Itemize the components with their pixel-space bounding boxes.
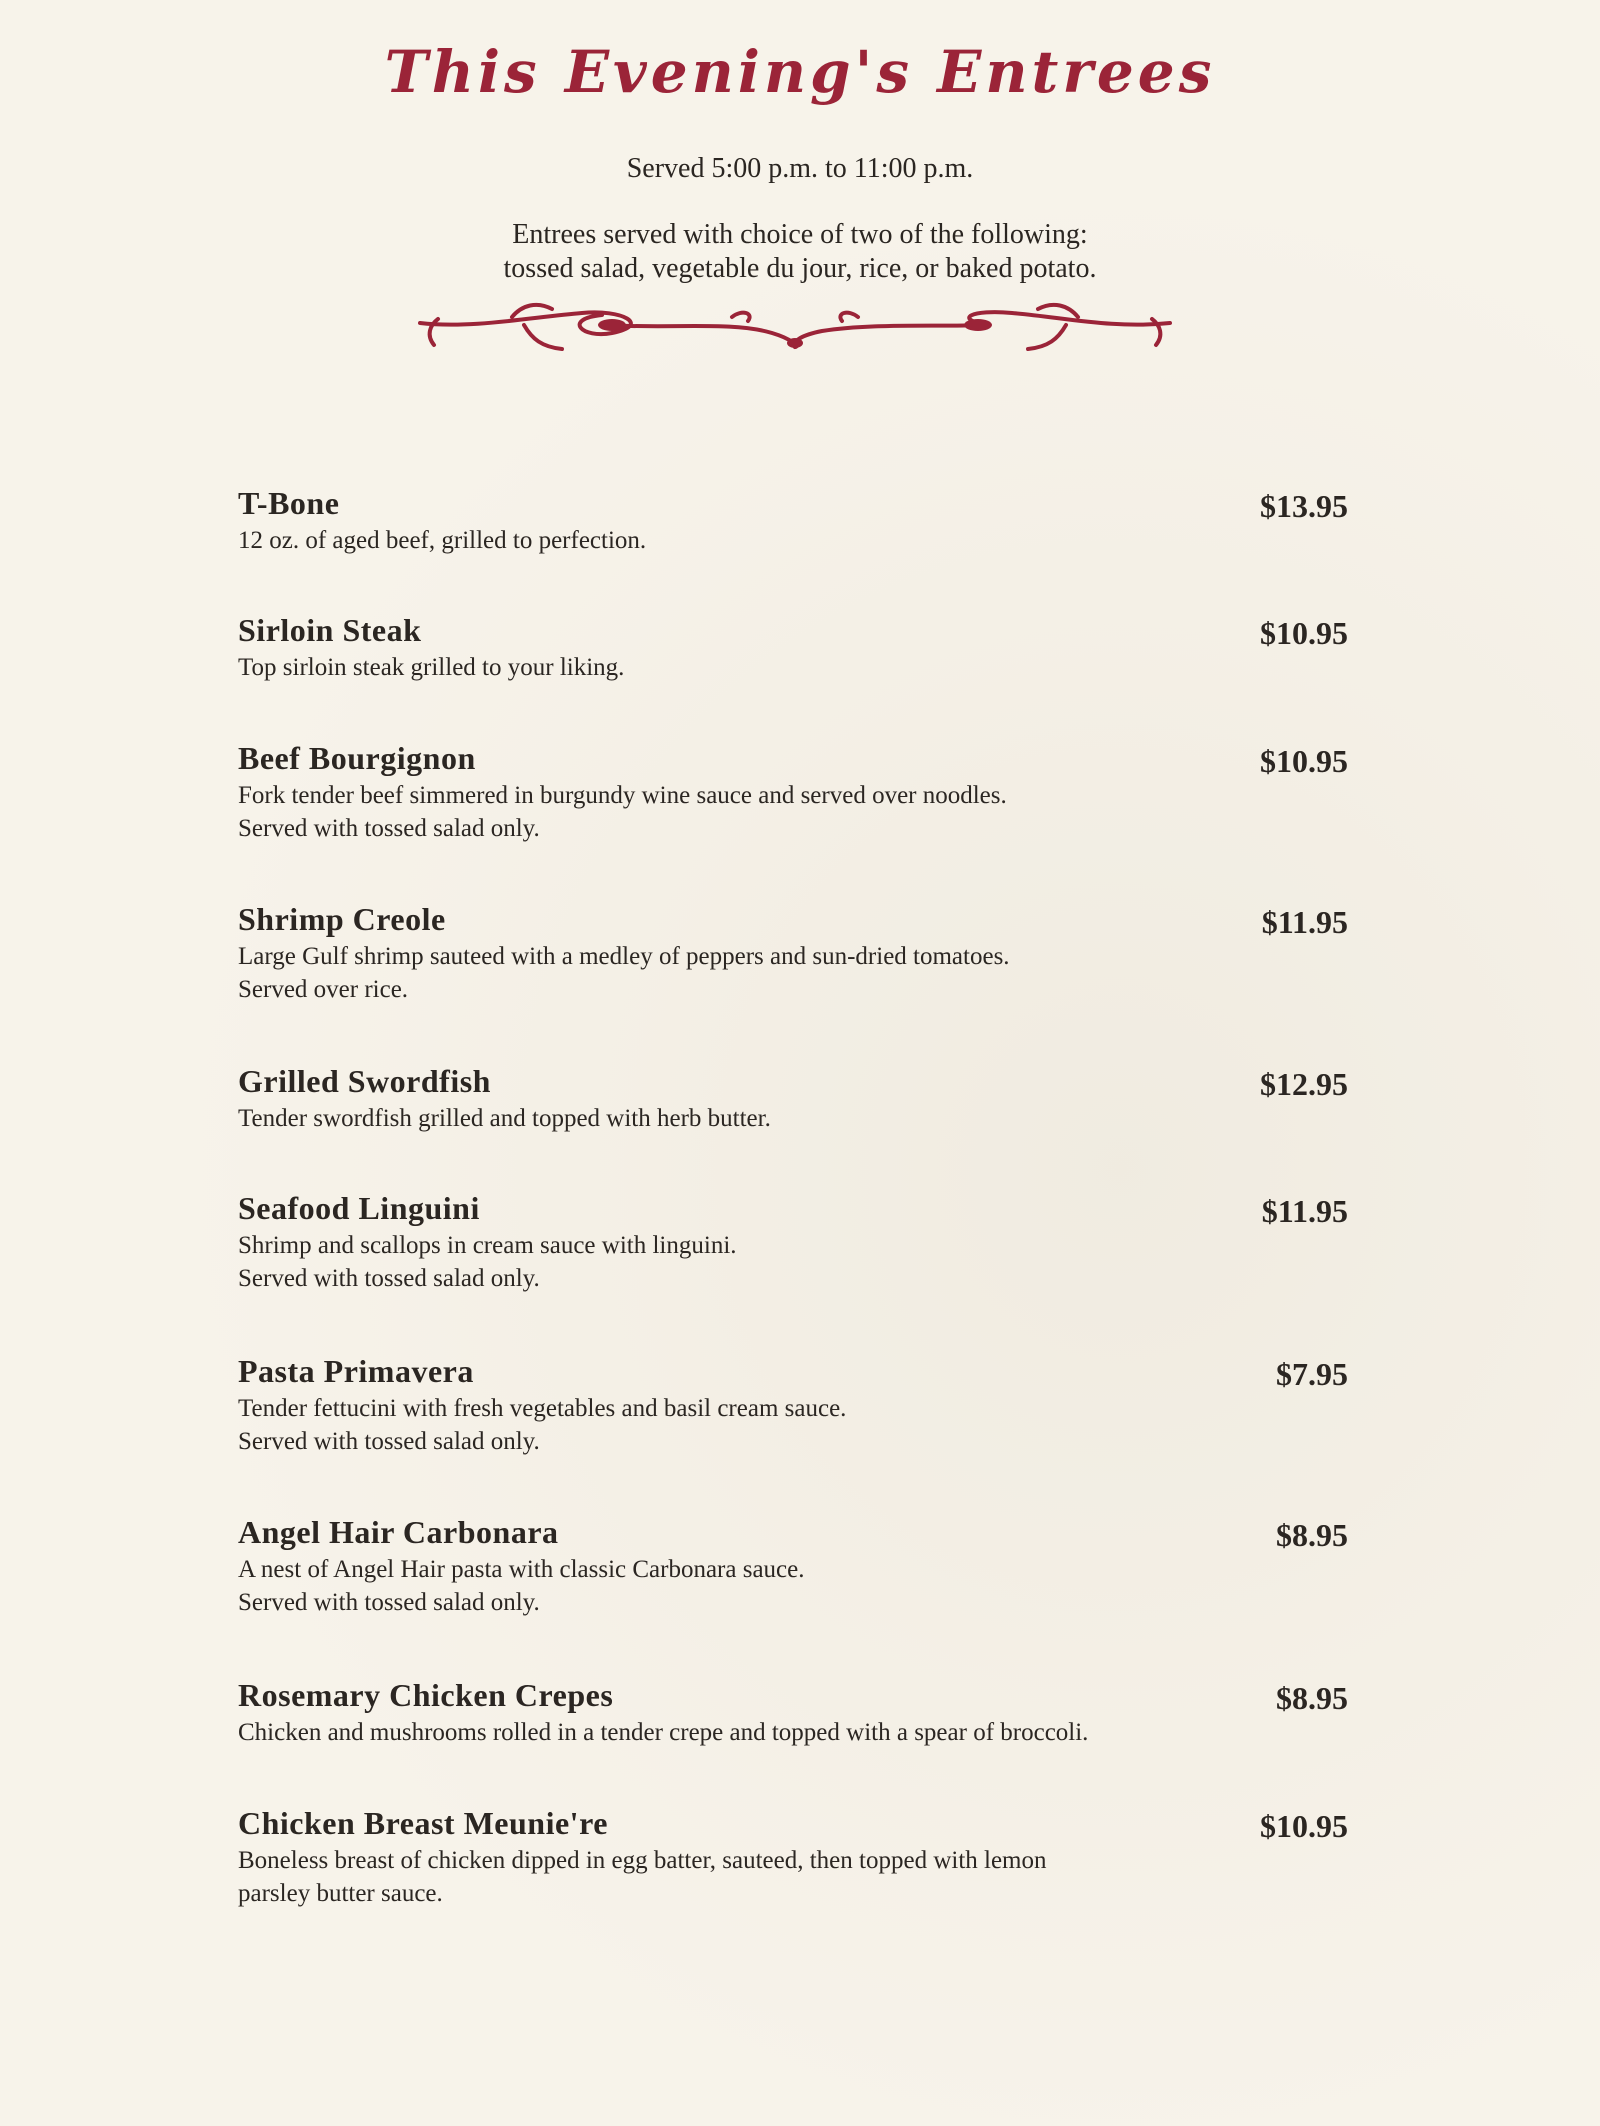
item-description-note: Served with tossed salad only. (238, 1265, 540, 1292)
page-title: This Evening's Entrees (384, 38, 1216, 106)
item-price: $10.95 (1260, 1808, 1348, 1844)
list-item (238, 484, 1348, 557)
list-item (238, 1189, 1348, 1295)
decorative-flourish (412, 295, 1178, 367)
item-description: Large Gulf shrimp sauteed with a medley of peppers and sun-dried tomatoes. (238, 943, 1010, 970)
sides-note-line-2: tossed salad, vegetable du jour, rice, or baked potato. (503, 253, 1097, 284)
item-name: Sirloin Steak (238, 612, 422, 648)
list-item (238, 900, 1348, 1006)
list-item (238, 1513, 1348, 1619)
list-item (238, 1062, 1348, 1135)
item-price: $10.95 (1260, 615, 1348, 651)
item-description: Boneless breast of chicken dipped in egg batter, sauteed, then topped with lemon (238, 1847, 1047, 1874)
item-price: $11.95 (1261, 904, 1348, 940)
item-name: Seafood Linguini (238, 1190, 480, 1226)
sides-note (0, 218, 1600, 286)
item-price: $8.95 (1276, 1517, 1348, 1553)
item-price: $8.95 (1276, 1680, 1348, 1716)
list-item (238, 1352, 1348, 1458)
item-name: Angel Hair Carbonara (238, 1514, 559, 1550)
sides-note-line-1: Entrees served with choice of two of the following: (512, 219, 1088, 250)
item-price: $7.95 (1276, 1356, 1348, 1392)
item-name: Pasta Primavera (238, 1353, 474, 1389)
item-name: Beef Bourgignon (238, 740, 476, 776)
list-item (238, 611, 1348, 684)
item-price: $12.95 (1260, 1066, 1348, 1102)
list-item (238, 1676, 1348, 1749)
serving-hours: Served 5:00 p.m. to 11:00 p.m. (626, 153, 974, 184)
item-price: $13.95 (1260, 488, 1348, 524)
item-name: T-Bone (238, 485, 340, 521)
item-description: Fork tender beef simmered in burgundy wine sauce and served over noodles. (238, 782, 1007, 809)
item-description-note: Served with tossed salad only. (238, 815, 540, 842)
item-description: Top sirloin steak grilled to your liking. (238, 654, 625, 681)
list-item (238, 1804, 1348, 1910)
item-name: Shrimp Creole (238, 901, 446, 937)
item-name: Chicken Breast Meunie're (238, 1805, 608, 1841)
item-description-note: parsley butter sauce. (238, 1880, 443, 1907)
item-name: Rosemary Chicken Crepes (238, 1677, 614, 1713)
item-description: 12 oz. of aged beef, grilled to perfection. (238, 527, 647, 554)
item-description: Shrimp and scallops in cream sauce with linguini. (238, 1232, 737, 1259)
item-description-note: Served with tossed salad only. (238, 1428, 540, 1455)
item-description: Tender fettucini with fresh vegetables and basil cream sauce. (238, 1395, 847, 1422)
item-description: Tender swordfish grilled and topped with herb butter. (238, 1105, 771, 1132)
item-description: A nest of Angel Hair pasta with classic Carbonara sauce. (238, 1556, 805, 1583)
item-price: $11.95 (1261, 1193, 1348, 1229)
item-description-note: Served with tossed salad only. (238, 1589, 540, 1616)
list-item (238, 739, 1348, 845)
item-description: Chicken and mushrooms rolled in a tender crepe and topped with a spear of broccoli. (238, 1719, 1089, 1746)
item-description-note: Served over rice. (238, 976, 409, 1003)
item-name: Grilled Swordfish (238, 1063, 491, 1099)
item-price: $10.95 (1260, 743, 1348, 779)
